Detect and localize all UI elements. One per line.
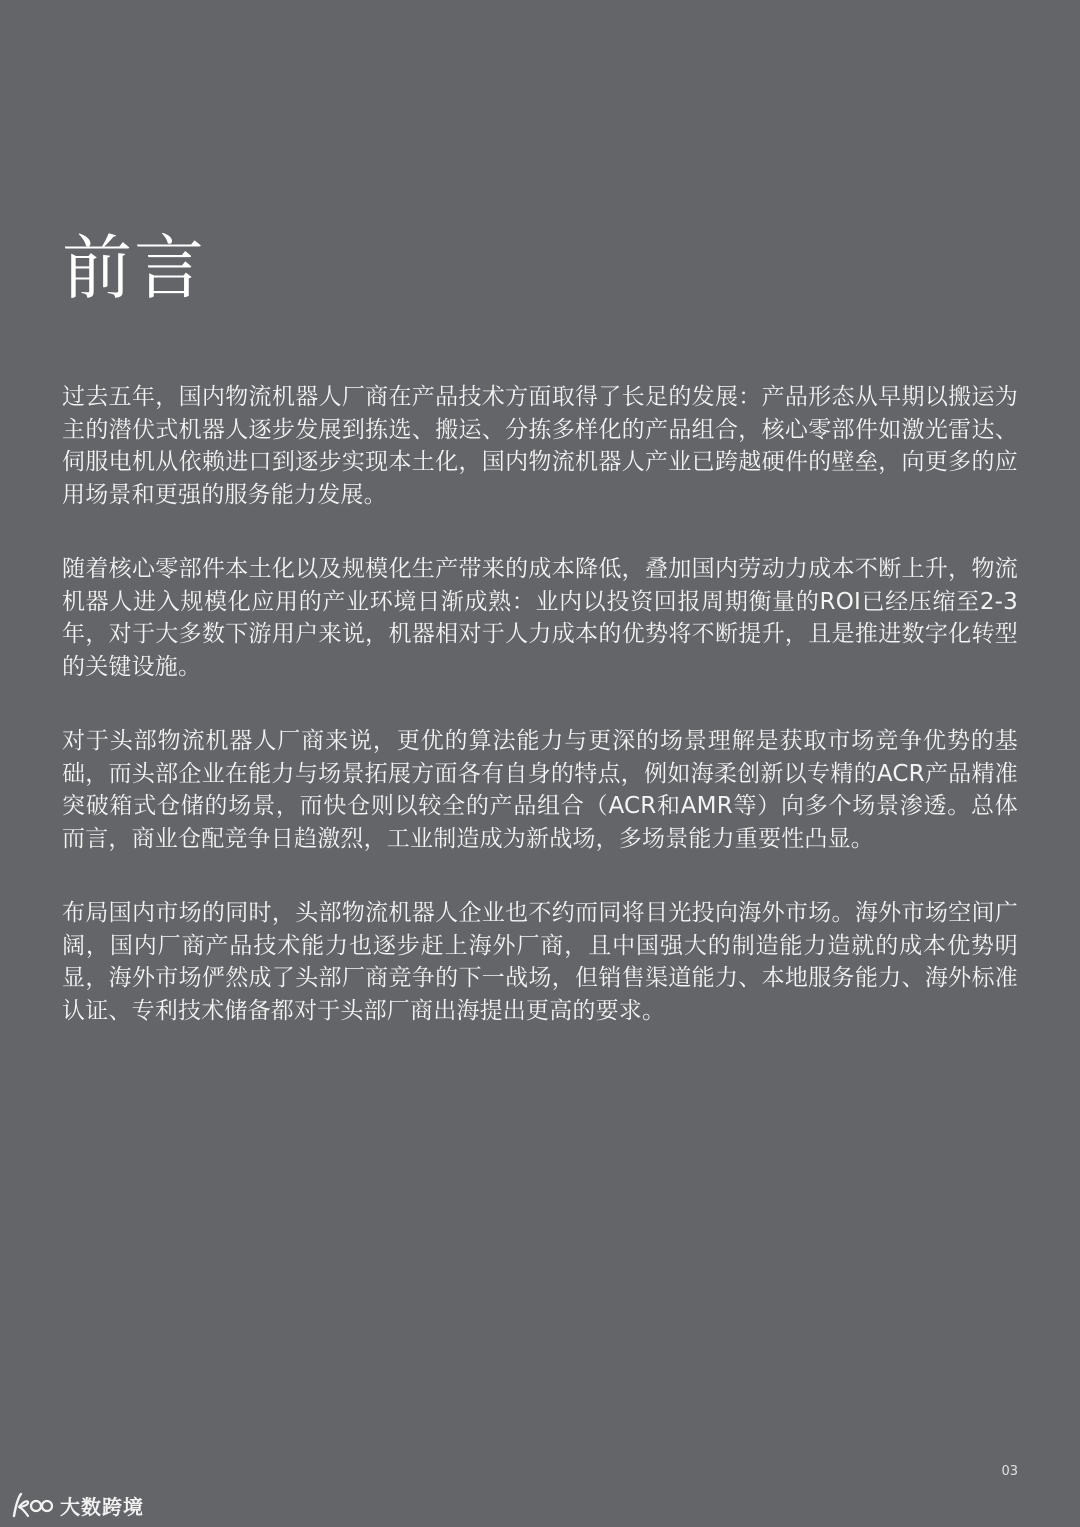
paragraph: 布局国内市场的同时，头部物流机器人企业也不约而同将目光投向海外市场。海外市场空间广阔，国内厂商产品技术能力也逐步赶上海外厂商，且中国强大的制造能力造就的成本优势明显，海外市场俨然成了头部厂商竞争的下一战场，但销售渠道能力、本地服务能力、海外标准认证、专利技术储备都对于头部厂商出海提出更高的要求。: [62, 900, 1018, 1024]
watermark-text: 大数跨境: [60, 1494, 144, 1519]
paragraph: 随着核心零部件本土化以及规模化生产带来的成本降低，叠加国内劳动力成本不断上升，物流机器人进入规模化应用的产业环境日渐成熟：业内以投资回报周期衡量的ROI已经压缩至2-3年，对于大多数下游用户来说，机器相对于人力成本的优势将不断提升，且是推进数字化转型的关键设施。: [62, 556, 1018, 680]
page-title: 前言: [62, 227, 206, 309]
page-number: 03: [1001, 1464, 1018, 1479]
paragraph: 过去五年，国内物流机器人厂商在产品技术方面取得了长足的发展：产品形态从早期以搬运为主的潜伏式机器人逐步发展到拣选、搬运、分拣多样化的产品组合，核心零部件如激光雷达、伺服电机从依赖进口到逐步实现本土化，国内物流机器人产业已跨越硬件的壁垒，向更多的应用场景和更强的服务能力发展。: [62, 384, 1018, 508]
watermark: [10, 1490, 144, 1520]
body-text: [62, 381, 1018, 1069]
paragraph: 对于头部物流机器人厂商来说，更优的算法能力与更深的场景理解是获取市场竞争优势的基础，而头部企业在能力与场景拓展方面各有自身的特点，例如海柔创新以专精的ACR产品精准突破箱式仓储的场景，而快仓则以较全的产品组合（ACR和AMR等）向多个场景渗透。总体而言，商业仓配竞争日趋激烈，工业制造成为新战场，多场景能力重要性凸显。: [62, 728, 1018, 852]
kboo-logo-icon: [10, 1490, 54, 1520]
